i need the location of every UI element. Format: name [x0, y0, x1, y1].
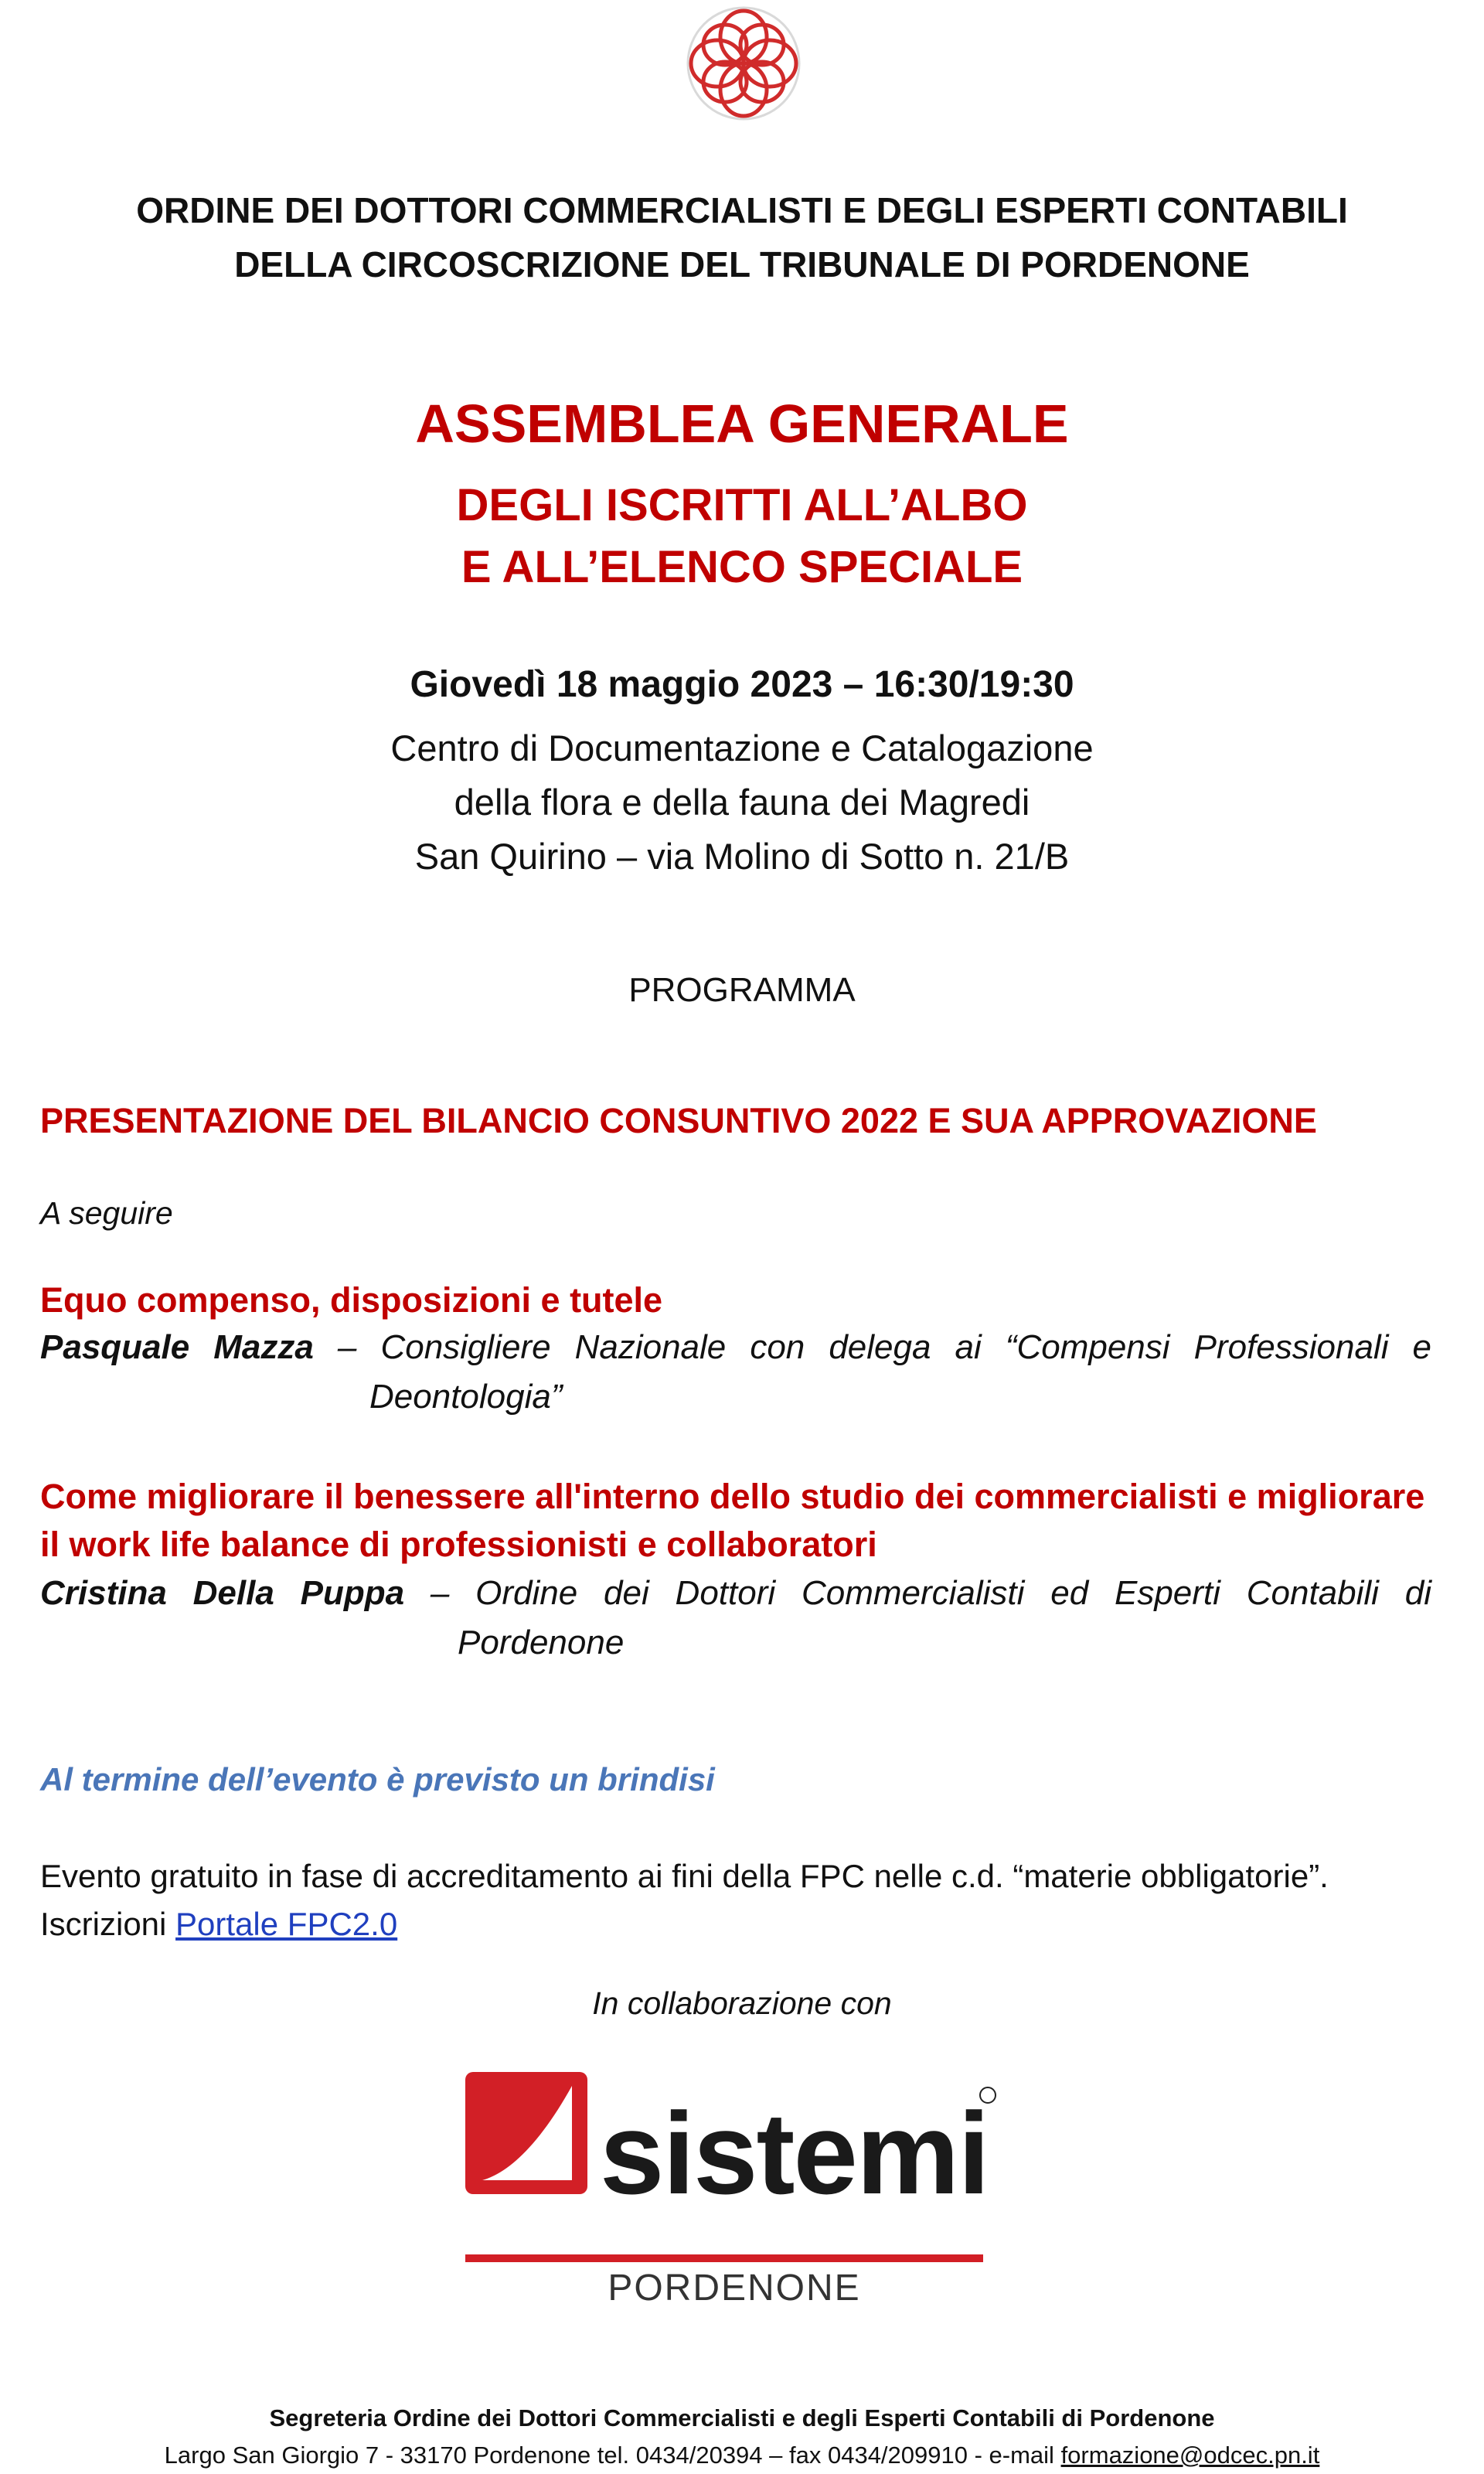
order-logo — [674, 0, 813, 131]
talk2-title-line1: Come migliorare il benessere all'interno dello studio dei commercialisti e migliorare — [40, 1477, 1425, 1516]
org-name-line1: ORDINE DEI DOTTORI COMMERCIALISTI E DEGLI ESPERTI CONTABILI — [136, 190, 1348, 230]
talk2-speaker-role: – Ordine dei Dottori Commercialisti ed Esperti Contabili di — [430, 1574, 1431, 1612]
fpc-note: Evento gratuito in fase di accreditamento ai fini della FPC nelle c.d. “materie obbligatorie”. — [40, 1858, 1329, 1894]
collaboration-label: In collaborazione con — [592, 1985, 892, 2021]
footer-email-link[interactable]: formazione@odcec.pn.it — [1060, 2442, 1320, 2469]
footer-secretariat: Segreteria Ordine dei Dottori Commercialisti e degli Esperti Contabili di Pordenone — [269, 2404, 1215, 2431]
talk2-speaker-row — [40, 1574, 1431, 1613]
brindisi-note: Al termine dell’evento è previsto un brindisi — [40, 1761, 715, 1798]
talk1-speaker-role-cont: Deontologia” — [369, 1378, 563, 1416]
fpc-portal-link[interactable]: Portale FPC2.0 — [175, 1906, 398, 1942]
talk2-speaker-name: Cristina Della Puppa — [40, 1574, 405, 1612]
venue-line2: della flora e della fauna dei Magredi — [454, 782, 1030, 823]
footer-contacts — [0, 2442, 1484, 2469]
registration-row — [40, 1900, 1431, 1948]
sistemi-city: PORDENONE — [608, 2268, 861, 2309]
sistemi-wordmark: sistemi — [600, 2088, 989, 2218]
talk2-title-line2: il work life balance di professionisti e collaboratori — [40, 1525, 877, 1564]
program-heading: PROGRAMMA — [628, 971, 856, 1009]
program-item-budget: PRESENTAZIONE DEL BILANCIO CONSUNTIVO 2022 E SUA APPROVAZIONE — [40, 1101, 1317, 1140]
a-seguire-label: A seguire — [40, 1195, 173, 1231]
talk2-speaker-role-cont: Pordenone — [458, 1624, 625, 1661]
talk1-speaker-name: Pasquale Mazza — [40, 1328, 314, 1366]
talk1-speaker-role: – Consigliere Nazionale con delega ai “Compensi Professionali e — [337, 1328, 1432, 1366]
sistemi-logo — [456, 2064, 1013, 2312]
venue-line1: Centro di Documentazione e Catalogazione — [390, 728, 1094, 768]
venue-line3: San Quirino – via Molino di Sotto n. 21/B — [414, 836, 1070, 877]
org-name-line2: DELLA CIRCOSCRIZIONE DEL TRIBUNALE DI PORDENONE — [234, 244, 1250, 285]
assembly-title: ASSEMBLEA GENERALE — [415, 394, 1069, 454]
footer-address: Largo San Giorgio 7 - 33170 Pordenone tel. 0434/20394 – fax 0434/209910 - e-mail — [164, 2442, 1061, 2469]
talk1-speaker-row — [40, 1328, 1431, 1367]
talk1-title: Equo compenso, disposizioni e tutele — [40, 1280, 663, 1320]
event-date: Giovedì 18 maggio 2023 – 16:30/19:30 — [410, 664, 1074, 705]
assembly-subtitle-2: E ALL’ELENCO SPECIALE — [461, 542, 1023, 592]
registration-label: Iscrizioni — [40, 1906, 167, 1942]
assembly-subtitle-1: DEGLI ISCRITTI ALL’ALBO — [456, 480, 1028, 530]
